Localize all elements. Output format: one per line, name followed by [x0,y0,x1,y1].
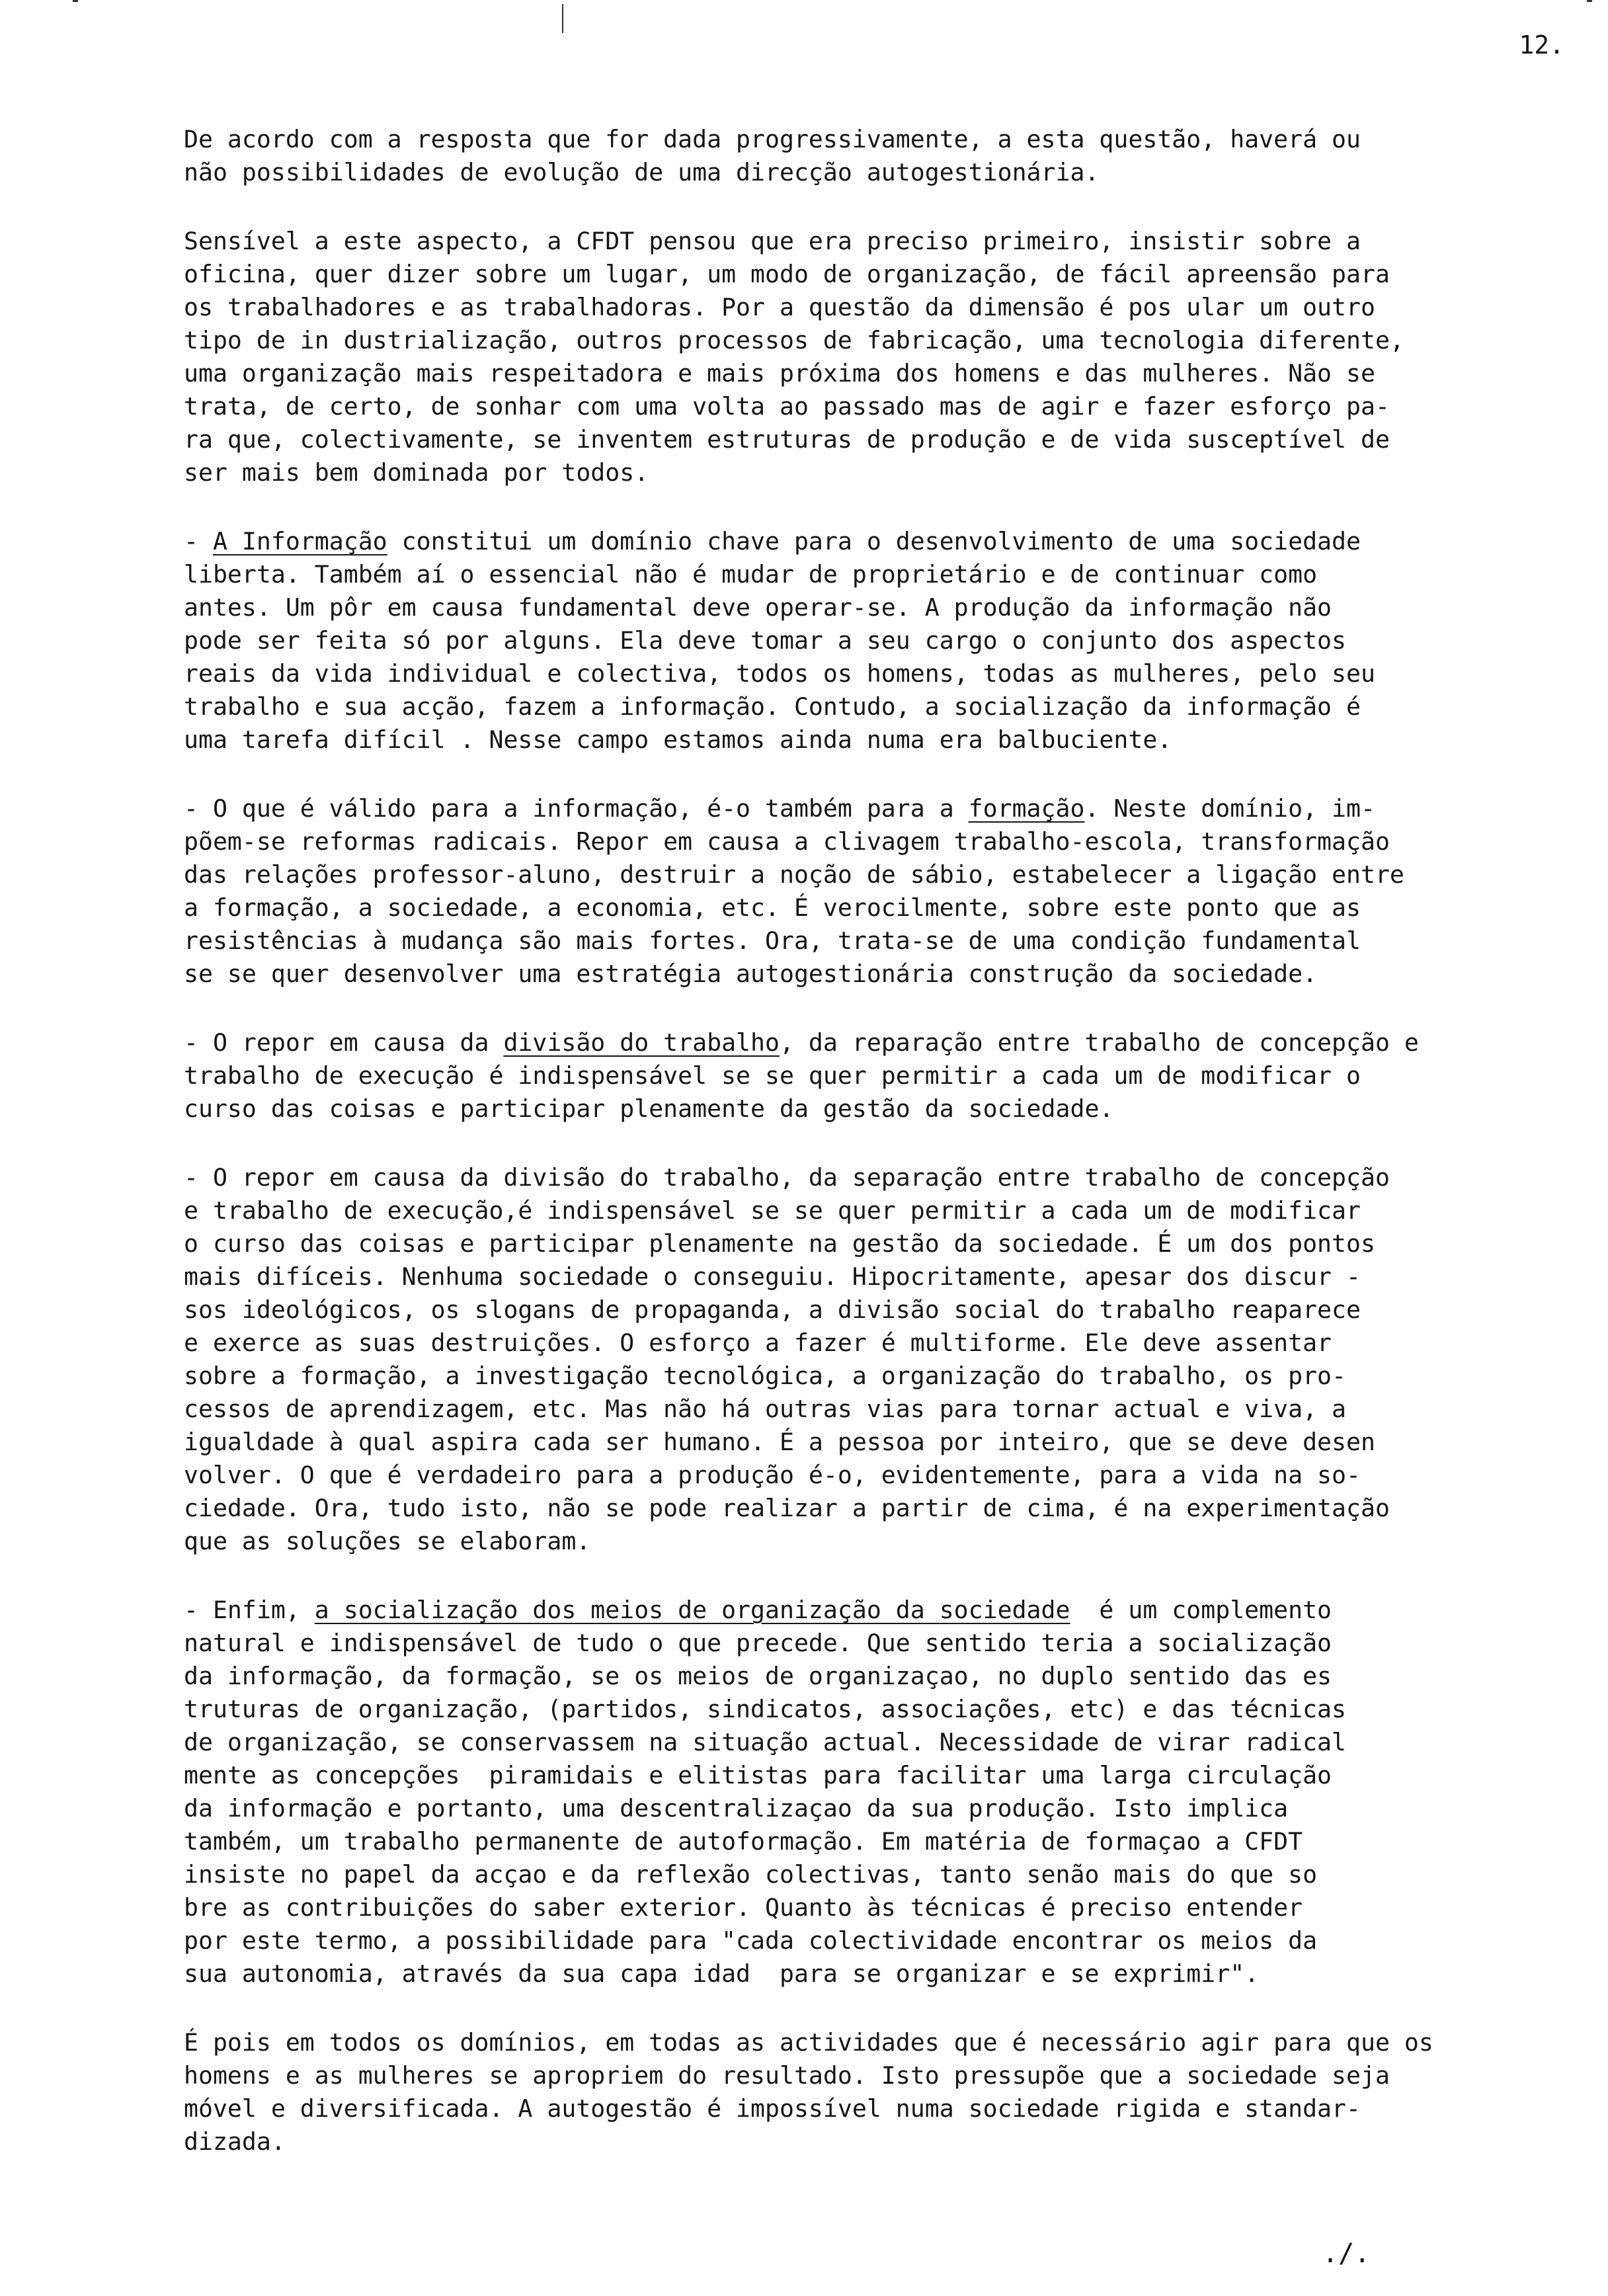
text-line [184,858,1592,891]
text-segment: - O que é válido para a informação, é-o também para a [184,794,969,823]
scan-artifact [1587,0,1592,2]
text-segment: mais difíceis. Nenhuma sociedade o conseguiu. Hipocritamente, apesar dos discur - [184,1262,1361,1291]
scan-artifact [73,0,78,2]
text-segment: De acordo com a resposta que for dada progressivamente, a esta questão, haverá ou [184,125,1361,153]
text-segment: curso das coisas e participar plenamente da gestão da sociedade. [184,1094,1114,1123]
text-line [184,958,1592,991]
text-line [184,525,1592,558]
text-line [184,225,1592,258]
paragraph [184,123,1592,189]
text-line [184,2092,1592,2125]
text-segment: - O repor em causa da divisão do trabalho, da separação entre trabalho de concepção [184,1163,1390,1192]
text-segment: das relações professor-aluno, destruir a noção de sábio, estabelecer a ligação entre [184,860,1404,889]
text-segment: - Enfim, [184,1596,315,1624]
text-segment: Sensível a este aspecto, a CFDT pensou que era preciso primeiro, insistir sobre a [184,227,1361,255]
page-number: 12. [1519,30,1564,60]
text-segment: antes. Um pôr em causa fundamental deve operar-se. A produção da informação não [184,593,1332,622]
text-line [184,1627,1592,1660]
text-line [184,792,1592,825]
text-segment: igualdade à qual aspira cada ser humano. É a pessoa por inteiro, que se deve desen [184,1428,1375,1456]
text-segment: da informação, da formação, se os meios de organizaçao, no duplo sentido das es [184,1662,1332,1690]
text-line [184,624,1592,657]
text-line [184,690,1592,723]
text-segment: se se quer desenvolver uma estratégia autogestionária construção da sociedade. [184,960,1318,988]
text-line [184,1594,1592,1627]
text-segment: e trabalho de execução,é indispensável se se quer permitir a cada um de modificar [184,1196,1361,1225]
text-segment: dizada. [184,2127,286,2156]
text-segment: liberta. Também aí o essencial não é mudar de proprietário e de continuar como [184,560,1318,589]
text-segment: móvel e diversificada. A autogestão é impossível numa sociedade rigida e standar- [184,2094,1361,2123]
text-line [184,1026,1592,1059]
text-line [184,1194,1592,1227]
text-segment: o curso das coisas e participar plenamente na gestão da sociedade. É um dos pontos [184,1229,1375,1258]
text-segment: não possibilidades de evolução de uma direcção autogestionária. [184,158,1100,186]
text-line [184,1492,1592,1525]
text-segment: é um complemento [1070,1596,1332,1624]
paragraph [184,1026,1592,1126]
underlined-phrase: A Informação [212,527,387,555]
paragraph [184,2026,1592,2158]
text-line [184,1792,1592,1825]
paragraph [184,525,1592,757]
text-segment: trabalho e sua acção, fazem a informação. Contudo, a socialização da informação é [184,692,1361,721]
text-segment: os trabalhadores e as trabalhadoras. Por a questão da dimensão é pos ular um outro [184,293,1375,321]
text-segment: que as soluções se elaboram. [184,1527,591,1555]
paragraph [184,1594,1592,1990]
text-line [184,1260,1592,1293]
text-line [184,1759,1592,1792]
text-segment: resistências à mudança são mais fortes. Ora, trata-se de uma condição fundamental [184,926,1361,955]
text-segment: de organização, se conservassem na situação actual. Necessidade de virar radical [184,1728,1346,1756]
text-segment: cessos de aprendizagem, etc. Mas não há outras vias para tornar actual e viva, a [184,1395,1346,1423]
text-segment: volver. O que é verdadeiro para a produção é-o, evidentemente, para a vida na so- [184,1461,1361,1489]
text-segment: natural e indispensável de tudo o que precede. Que sentido teria a socialização [184,1629,1332,1657]
text-line [184,1161,1592,1194]
text-line [184,1327,1592,1360]
text-segment: - O repor em causa da [184,1028,504,1057]
text-segment: e exerce as suas destruições. O esforço a fazer é multiforme. Ele deve assentar [184,1329,1332,1357]
text-line [184,156,1592,189]
text-line [184,1924,1592,1957]
text-line [184,456,1592,489]
text-segment: ra que, colectivamente, se inventem estruturas de produção e de vida susceptível de [184,425,1390,454]
text-segment: insiste no papel da acçao e da reflexão colectivas, tanto senão mais do que so [184,1860,1318,1889]
document-body [184,123,1592,2194]
text-segment: põem-se reformas radicais. Repor em causa a clivagem trabalho-escola, transformação [184,827,1390,856]
text-segment: oficina, quer dizer sobre um lugar, um modo de organização, de fácil apreensão para [184,260,1390,288]
text-line [184,591,1592,624]
text-line [184,357,1592,390]
continuation-mark: ./. [1322,2238,1371,2269]
text-segment: pode ser feita só por alguns. Ela deve tomar a seu cargo o conjunto dos aspectos [184,626,1346,655]
text-line [184,2026,1592,2059]
text-line [184,291,1592,324]
text-segment: ciedade. Ora, tudo isto, não se pode realizar a partir de cima, é na experimentação [184,1494,1390,1522]
text-line [184,1726,1592,1759]
text-line [184,723,1592,757]
text-line [184,258,1592,291]
text-segment: reais da vida individual e colectiva, todos os homens, todas as mulheres, pelo seu [184,659,1375,688]
text-line [184,1360,1592,1393]
text-line [184,1426,1592,1459]
text-line [184,891,1592,924]
text-segment: , da reparação entre trabalho de concepção e [779,1028,1419,1057]
text-line [184,324,1592,357]
underlined-phrase: a socialização dos meios de organização da sociedade [314,1596,1070,1624]
text-line [184,558,1592,591]
text-segment: uma organização mais respeitadora e mais próxima dos homens e das mulheres. Não se [184,359,1375,388]
text-segment: ser mais bem dominada por todos. [184,458,649,487]
text-line [184,1059,1592,1092]
text-line [184,1459,1592,1492]
text-line [184,1393,1592,1426]
text-segment: uma tarefa difícil . Nesse campo estamos ainda numa era balbuciente. [184,725,1172,754]
paragraph [184,792,1592,991]
text-line [184,825,1592,858]
text-segment: sua autonomia, através da sua capa idad para se organizar e se exprimir". [184,1959,1260,1988]
text-segment: trata, de certo, de sonhar com uma volta ao passado mas de agir e fazer esforço pa- [184,392,1390,421]
text-segment: sobre a formação, a investigação tecnológica, a organização do trabalho, os pro- [184,1362,1346,1390]
text-line [184,2125,1592,2158]
text-segment: tipo de in dustrialização, outros processos de fabricação, uma tecnologia diferente, [184,326,1404,354]
paragraph [184,225,1592,489]
text-segment: trabalho de execução é indispensável se se quer permitir a cada um de modificar o [184,1061,1361,1090]
underlined-phrase: formação [968,794,1085,823]
text-line [184,1092,1592,1126]
text-line [184,1525,1592,1558]
paragraph [184,1161,1592,1558]
text-line [184,123,1592,156]
text-segment: também, um trabalho permanente de autoformação. Em matéria de formaçao a CFDT [184,1827,1303,1856]
text-segment: sos ideológicos, os slogans de propaganda, a divisão social do trabalho reaparece [184,1295,1361,1324]
text-segment: - [184,527,213,555]
text-segment: mente as concepções piramidais e elitistas para facilitar uma larga circulação [184,1761,1332,1789]
text-line [184,1825,1592,1858]
text-line [184,1660,1592,1693]
text-line [184,1957,1592,1990]
text-segment: . Neste domínio, im- [1084,794,1375,823]
text-line [184,1227,1592,1260]
text-segment: por este termo, a possibilidade para "cada colectividade encontrar os meios da [184,1926,1318,1955]
text-line [184,1891,1592,1924]
text-segment: da informação e portanto, uma descentralizaçao da sua produção. Isto implica [184,1794,1289,1823]
text-line [184,423,1592,456]
text-segment: truturas de organização, (partidos, sindicatos, associações, etc) e das técnicas [184,1695,1346,1723]
underlined-phrase: divisão do trabalho [503,1028,780,1057]
scan-artifact [562,4,563,33]
text-segment: a formação, a sociedade, a economia, etc. É verocilmente, sobre este ponto que as [184,893,1361,922]
text-segment: bre as contribuições do saber exterior. Quanto às técnicas é preciso entender [184,1893,1303,1922]
text-line [184,2059,1592,2092]
text-line [184,1693,1592,1726]
text-line [184,1293,1592,1327]
text-segment: constitui um domínio chave para o desenvolvimento de uma sociedade [387,527,1361,555]
text-line [184,657,1592,690]
text-line [184,1858,1592,1891]
text-segment: É pois em todos os domínios, em todas as actividades que é necessário agir para que os [184,2028,1433,2057]
text-line [184,924,1592,958]
text-segment: homens e as mulheres se apropriem do resultado. Isto pressupõe que a sociedade seja [184,2061,1390,2090]
text-line [184,390,1592,423]
